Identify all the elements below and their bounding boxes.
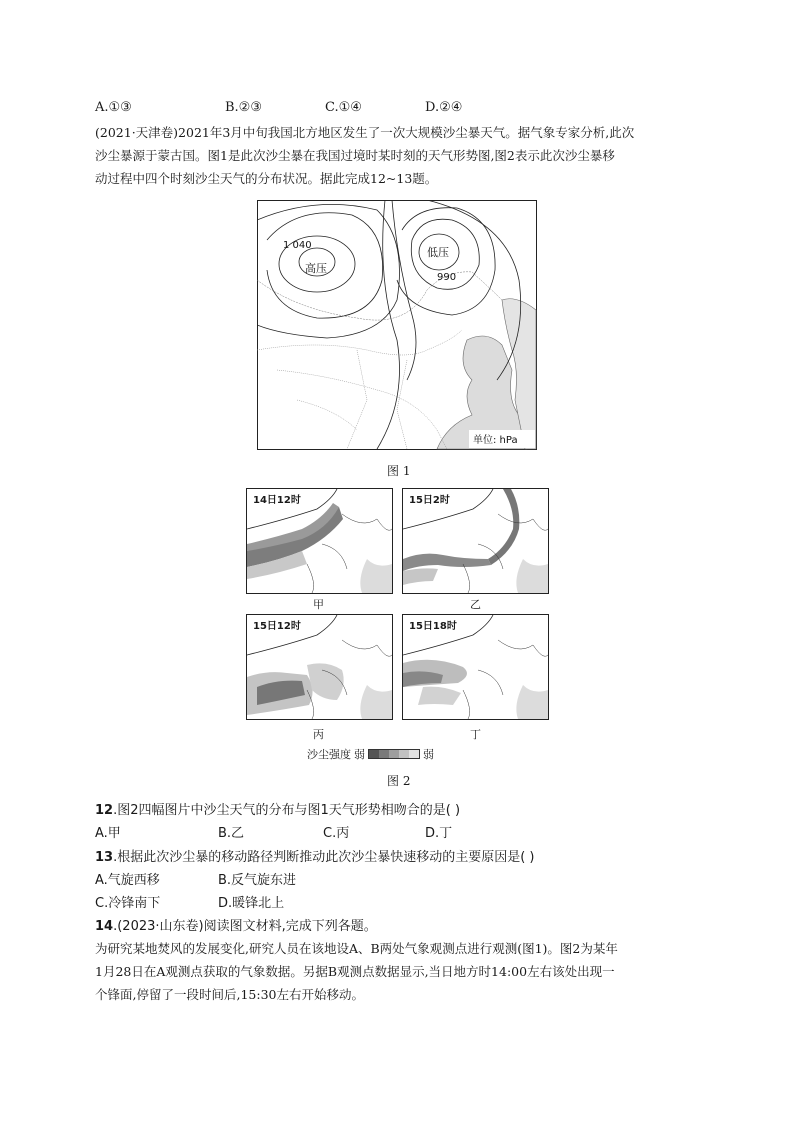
q12-option-a[interactable]: A.甲 <box>95 826 121 841</box>
intro-line-1: (2021·天津卷)2021年3月中旬我国北方地区发生了一次大规模沙尘暴天气。据气象专家分析,此次 <box>95 125 635 140</box>
q11-option-d[interactable]: D.②④ <box>425 100 463 115</box>
legend-color-bar <box>368 749 420 759</box>
panel-ding-title: 15日18时 <box>407 617 459 632</box>
q13-stem <box>95 846 535 865</box>
q14-line-2: 1月28日在A观测点获取的气象数据。另据B观测点数据显示,当日地方时14:00左右该处出现一 <box>95 964 615 979</box>
panel-ding-label: 丁 <box>470 728 481 741</box>
q14-number: 14 <box>95 919 114 934</box>
q11-option-a[interactable]: A.①③ <box>95 100 132 115</box>
legend-swatch <box>409 750 419 758</box>
q13-options-row2 <box>95 892 284 911</box>
q12-text: .图2四幅图片中沙尘天气的分布与图1天气形势相吻合的是( ) <box>113 803 461 818</box>
q12-stem <box>95 799 460 818</box>
figure1-caption: 图 1 <box>387 464 411 478</box>
q14-text: .(2023·山东卷)阅读图文材料,完成下列各题。 <box>113 919 377 934</box>
q11-option-b[interactable]: B.②③ <box>225 100 262 115</box>
low-pressure-value: 990 <box>437 272 457 283</box>
q12-options <box>95 822 452 841</box>
q14-line-1: 为研究某地焚风的发展变化,研究人员在该地设A、B两处气象观测点进行观测(图1)。图2为某年 <box>95 941 618 956</box>
q14-line-3: 个锋面,停留了一段时间后,15:30左右开始移动。 <box>95 987 364 1002</box>
q11-option-c[interactable]: C.①④ <box>325 100 362 115</box>
intro-line-2: 沙尘暴源于蒙古国。图1是此次沙尘暴在我国过境时某时刻的天气形势图,图2表示此次沙尘暴移 <box>95 148 615 163</box>
q13-option-a[interactable]: A.气旋西移 <box>95 873 160 888</box>
figure2-panel-bing <box>246 614 393 720</box>
q13-number: 13 <box>95 850 114 865</box>
q13-options-row1 <box>95 869 296 888</box>
q13-text: .根据此次沙尘暴的移动路径判断推动此次沙尘暴快速移动的主要原因是( ) <box>113 850 535 865</box>
figure2-panel-jia <box>246 488 393 594</box>
legend-swatch <box>369 750 379 758</box>
intro-line-3: 动过程中四个时刻沙尘天气的分布状况。据此完成12~13题。 <box>95 171 438 186</box>
legend-weak: 弱 <box>423 748 434 761</box>
q13-option-c[interactable]: C.冷锋南下 <box>95 896 161 911</box>
figure2-panel-yi <box>402 488 549 594</box>
legend-strong: 弱 <box>354 748 365 761</box>
panel-yi-title: 15日2时 <box>407 491 452 506</box>
panel-bing-label: 丙 <box>313 728 324 741</box>
figure1-unit: 单位: hPa <box>473 435 518 446</box>
high-pressure-value: 1 040 <box>283 240 312 251</box>
figure2-caption: 图 2 <box>387 774 411 788</box>
q14-stem <box>95 915 377 934</box>
q13-option-d[interactable]: D.暖锋北上 <box>218 896 285 911</box>
figure1-weather-map <box>257 200 537 450</box>
low-pressure-label: 低压 <box>427 246 449 259</box>
q12-option-c[interactable]: C.丙 <box>323 826 350 841</box>
q12-number: 12 <box>95 803 114 818</box>
q11-options <box>95 100 462 115</box>
intro-paragraph <box>95 121 705 190</box>
q12-option-d[interactable]: D.丁 <box>425 826 453 841</box>
legend-title: 沙尘强度 <box>307 748 351 761</box>
legend-swatch <box>389 750 399 758</box>
panel-yi-label: 乙 <box>470 598 481 611</box>
q12-option-b[interactable]: B.乙 <box>218 826 245 841</box>
legend-swatch <box>399 750 409 758</box>
dust-intensity-legend <box>307 746 434 762</box>
legend-swatch <box>379 750 389 758</box>
high-pressure-label: 高压 <box>305 262 327 275</box>
q14-material <box>95 937 705 1006</box>
q13-option-b[interactable]: B.反气旋东进 <box>218 873 297 888</box>
panel-jia-title: 14日12时 <box>251 491 303 506</box>
panel-jia-label: 甲 <box>313 598 324 611</box>
panel-bing-title: 15日12时 <box>251 617 303 632</box>
figure2-panel-ding <box>402 614 549 720</box>
